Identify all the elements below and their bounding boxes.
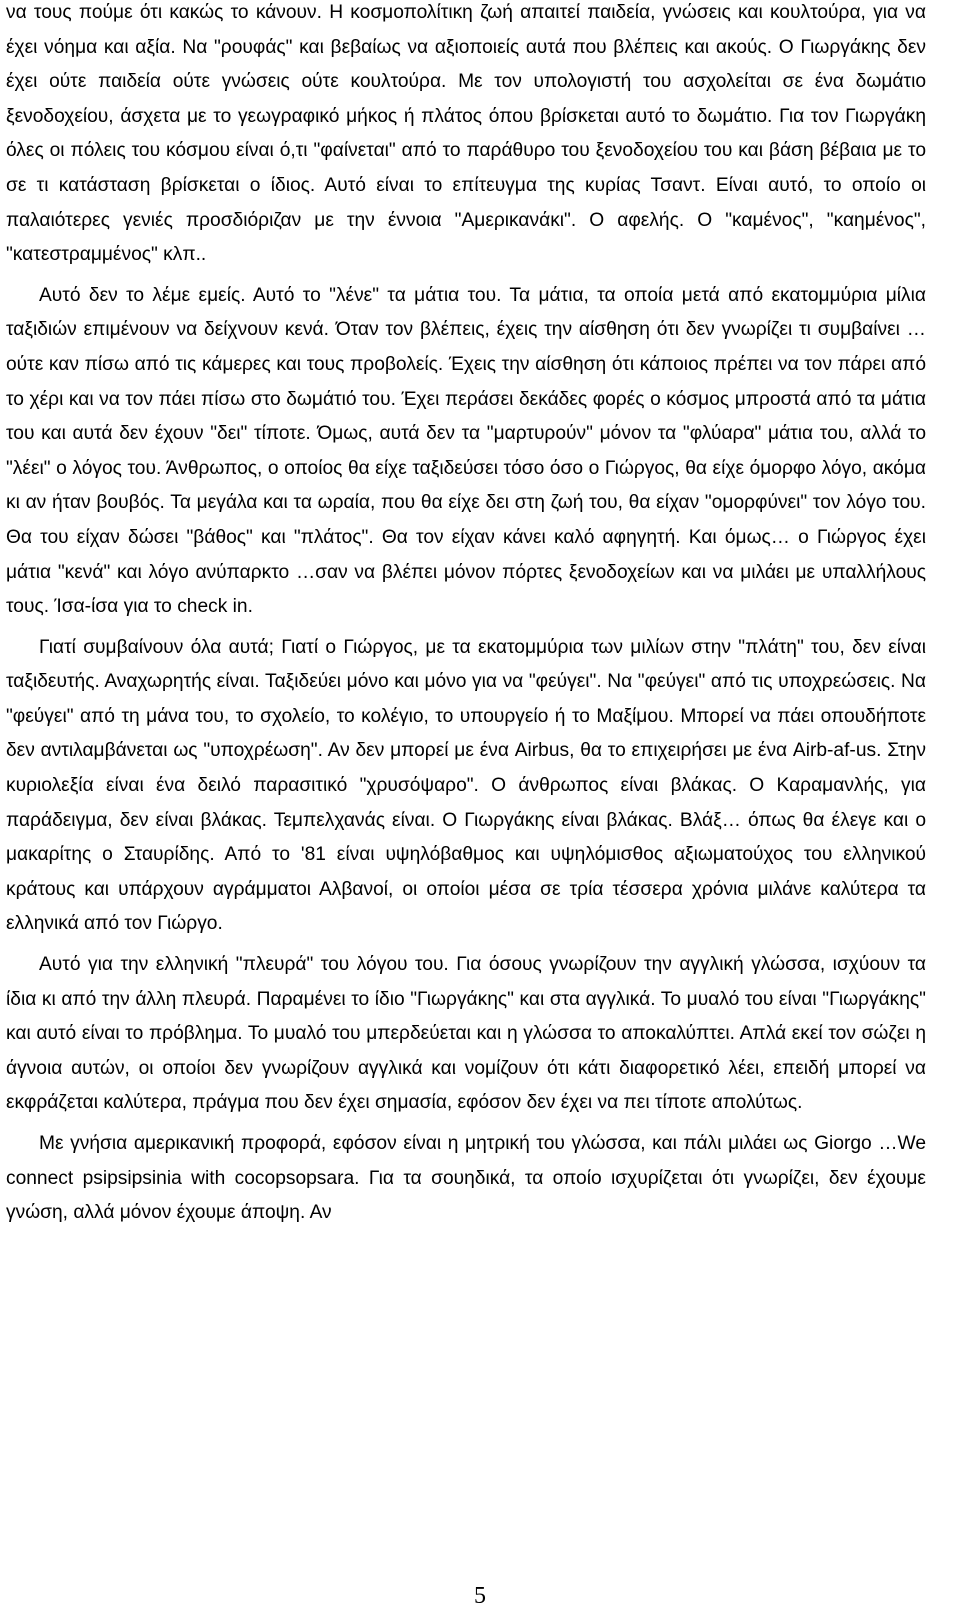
paragraph-4: Αυτό για την ελληνική "πλευρά" του λόγου του. Για όσους γνωρίζουν την αγγλική γλώσσα, ισχύουν τα ίδια κι από την άλλη πλευρά. Παραμένει το ίδιο "Γιωργάκης" και στα αγγλικά. Το μυαλό του είναι "Γιωργάκης" και αυτό είναι το πρόβλημα. Το μυαλό του μπερδεύεται και η γλώσσα το αποκαλύπτει. Απλά εκεί τον σώζει η άγνοια αυτών, οι οποίοι δεν γνωρίζουν αγγλικά και νομίζουν ότι κάτι διαφορετικό λέει, επειδή μπορεί να εκφράζεται καλύτερα, πράγμα που δεν έχει σημασία, εφόσον δεν έχει να πει τίποτε απολύτως. <box>6 954 926 1114</box>
document-page <box>6 0 926 1231</box>
paragraph-1: να τους πούμε ότι κακώς το κάνουν. Η κοσμοπολίτικη ζωή απαιτεί παιδεία, γνώσεις και κουλτούρα, για να έχει νόημα και αξία. Να "ρουφάς" και βεβαίως να αξιοποιείς αυτά που βλέπεις και ακούς. Ο Γιωργάκης δεν έχει ούτε παιδεία ούτε γνώσεις ούτε κουλτούρα. Με τον υπολογιστή του ασχολείται σε ένα δωμάτιο ξενοδοχείου, άσχετα με το γεωγραφικό μήκος ή πλάτος όπου βρίσκεται αυτό το δωμάτιο. Για τον Γιωργάκη όλες οι πόλεις του κόσμου είναι ό,τι "φαίνεται" από το παράθυρο του ξενοδοχείου του και βάση βέβαια με το σε τι κατάσταση βρίσκεται ο ίδιος. Αυτό είναι το επίτευγμα της κυρίας Τσαντ. Είναι αυτό, το οποίο οι παλαιότερες γενιές προσδιόριζαν με την έννοια "Αμερικανάκι". Ο αφελής. Ο "καμένος", "καημένος", "κατεστραμμένος" κλπ.. <box>6 2 926 266</box>
paragraph-2: Αυτό δεν το λέμε εμείς. Αυτό το "λένε" τα μάτια του. Τα μάτια, τα οποία μετά από εκατομμύρια μίλια ταξιδιών επιμένουν να δείχνουν κενά. Όταν τον βλέπεις, έχεις την αίσθηση ότι δεν γνωρίζει τι συμβαίνει …ούτε καν πίσω από τις κάμερες και τους προβολείς. Έχεις την αίσθηση ότι κάποιος πρέπει να τον πάρει από το χέρι και να τον πάει πίσω στο δωμάτιό του. Έχει περάσει δεκάδες φορές ο κόσμος μπροστά από τα μάτια του και αυτά δεν έχουν "δει" τίποτε. Όμως, αυτά δεν τα "μαρτυρούν" μόνον τα "φλύαρα" μάτια του, αλλά το "λέει" ο λόγος του. Άνθρωπος, ο οποίος θα είχε ταξιδεύσει τόσο όσο ο Γιώργος, θα είχε όμορφο λόγο, ακόμα κι αν ήταν βουβός. Τα μεγάλα και τα ωραία, που θα είχε δει στη ζωή του, θα είχαν "ομορφύνει" τον λόγο του. Θα του είχαν δώσει "βάθος" και "πλάτος". Θα τον είχαν κάνει καλό αφηγητή. Και όμως… ο Γιώργος έχει μάτια "κενά" και λόγο ανύπαρκτο …σαν να βλέπει μόνον πόρτες ξενοδοχείων και να μιλάει με υπαλλήλους τους. Ίσα-ίσα για το check in. <box>6 284 926 618</box>
paragraph-5: Με γνήσια αμερικανική προφορά, εφόσον είναι η μητρική του γλώσσα, και πάλι μιλάει ως Giorgo …We connect psipsipsinia with cocopsopsara. Για τα σουηδικά, τα οποίο ισχυρίζεται ότι γνωρίζει, δεν έχουμε γνώση, αλλά μόνον έχουμε άποψη. Αν <box>6 1133 926 1224</box>
paragraph-3: Γιατί συμβαίνουν όλα αυτά; Γιατί ο Γιώργος, με τα εκατομμύρια των μιλίων στην "πλάτη" του, δεν είναι ταξιδευτής. Αναχωρητής είναι. Ταξιδεύει μόνο και μόνο για να "φεύγει". Να "φεύγει" από τις υποχρεώσεις. Να "φεύγει" από τη μάνα του, το σχολείο, το κολέγιο, το υπουργείο ή το Μαξίμου. Μπορεί να πάει οπουδήποτε δεν αντιλαμβάνεται ως "υποχρέωση". Αν δεν μπορεί με ένα Airbus, θα το επιχειρήσει με ένα Airb-af-us. Στην κυριολεξία είναι ένα δειλό παρασιτικό "χρυσόψαρο". Ο άνθρωπος είναι βλάκας. Ο Καραμανλής, για παράδειγμα, δεν είναι βλάκας. Τεμπελχανάς είναι. Ο Γιωργάκης είναι βλάκας. Βλάξ… όπως θα έλεγε και ο μακαρίτης ο Σταυρίδης. Από το '81 είναι υψηλόβαθμος και υψηλόμισθος αξιωματούχος του ελληνικού κράτους και υπάρχουν αγράμματοι Αλβανοί, οι οποίοι μέσα σε τρία τέσσερα χρόνια μιλάνε καλύτερα τα ελληνικά από τον Γιώργο. <box>6 636 926 935</box>
page-number: 5 <box>474 1583 486 1609</box>
